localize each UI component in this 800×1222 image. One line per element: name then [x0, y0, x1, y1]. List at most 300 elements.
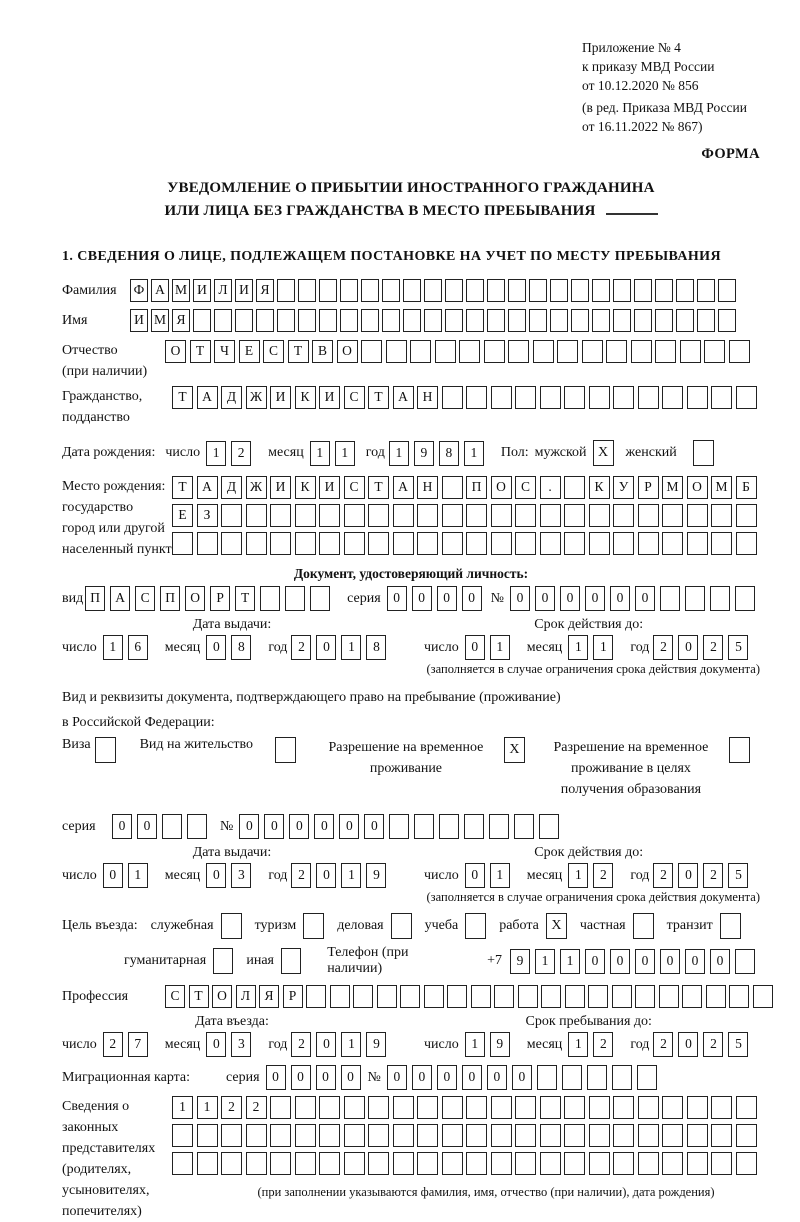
char-cell: Б — [736, 476, 757, 499]
char-cell — [368, 1152, 389, 1175]
char-cell — [410, 340, 431, 363]
char-cell: 1 — [568, 635, 588, 660]
char-cell: А — [197, 386, 218, 409]
header-line: от 10.12.2020 № 856 — [582, 78, 699, 93]
char-cell — [515, 532, 536, 555]
purpose-tourism-checkbox — [303, 913, 324, 939]
char-cell: М — [711, 476, 732, 499]
char-cell — [540, 504, 561, 527]
char-cell: 0 — [462, 586, 482, 611]
day-label: число — [62, 867, 97, 883]
char-cell: 1 — [490, 635, 510, 660]
phone-prefix: +7 — [487, 953, 502, 968]
char-cell: 0 — [610, 949, 630, 974]
char-cell: Д — [221, 386, 242, 409]
char-cell — [442, 476, 463, 499]
char-cell: Р — [283, 985, 303, 1008]
char-cell: 0 — [610, 586, 630, 611]
char-cell: 1 — [172, 1096, 193, 1119]
doc-number-cells — [510, 586, 760, 611]
char-cell: 1 — [103, 635, 123, 660]
day-label: число — [62, 1036, 97, 1052]
char-cell — [582, 340, 603, 363]
char-cell: 0 — [103, 863, 123, 888]
char-cell: 8 — [366, 635, 386, 660]
char-cell — [193, 309, 211, 332]
char-cell — [655, 279, 673, 302]
char-cell: И — [235, 279, 253, 302]
char-cell: И — [319, 476, 340, 499]
char-cell — [295, 1124, 316, 1147]
char-cell — [442, 504, 463, 527]
char-cell — [310, 586, 330, 611]
birth-place-cells-3 — [172, 532, 760, 555]
char-cell — [612, 1065, 632, 1090]
char-cell — [711, 504, 732, 527]
char-cell: П — [160, 586, 180, 611]
month-label: месяц — [164, 1036, 201, 1052]
char-cell — [417, 1152, 438, 1175]
month-label: месяц — [164, 867, 201, 883]
purpose-option-label: частная — [579, 918, 626, 933]
permit-option-temp: Разрешение на временное проживание X — [316, 737, 525, 779]
day-label: число — [165, 445, 201, 460]
entry-day — [103, 1032, 153, 1057]
char-cell — [270, 1096, 291, 1119]
char-cell — [466, 504, 487, 527]
char-cell — [295, 1152, 316, 1175]
permit-doc-row — [62, 814, 760, 839]
char-cell: 0 — [316, 635, 336, 660]
permit-valid-title: Срок действия до: — [534, 845, 644, 860]
doc-issue-title: Дата выдачи: — [192, 617, 272, 632]
char-cell — [680, 340, 701, 363]
permit-option-education: Разрешение на временное проживание в целях получения образования — [541, 737, 750, 800]
char-cell — [319, 279, 337, 302]
purpose-study-checkbox — [465, 913, 486, 939]
char-cell — [682, 985, 702, 1008]
char-cell — [631, 340, 652, 363]
char-cell — [340, 279, 358, 302]
migration-card-label: Миграционная карта: — [62, 1069, 191, 1085]
char-cell — [484, 340, 505, 363]
permit-issue-day — [103, 863, 153, 888]
permit-issue-year — [291, 863, 391, 888]
permit-issue-month — [206, 863, 256, 888]
char-cell: И — [319, 386, 340, 409]
char-cell — [260, 586, 280, 611]
citizenship-label: Гражданство, подданство — [62, 389, 143, 425]
char-cell — [515, 1124, 536, 1147]
char-cell — [697, 279, 715, 302]
char-cell — [295, 1096, 316, 1119]
char-cell: Л — [236, 985, 256, 1008]
char-cell: 0 — [635, 586, 655, 611]
char-cell: С — [165, 985, 185, 1008]
char-cell — [533, 340, 554, 363]
char-cell: С — [344, 476, 365, 499]
char-cell — [471, 985, 491, 1008]
validity-note: (заполняется в случае ограничения срока действия документа) — [426, 662, 760, 676]
char-cell — [662, 532, 683, 555]
char-cell: Т — [235, 586, 255, 611]
char-cell — [606, 340, 627, 363]
entry-month — [206, 1032, 256, 1057]
char-cell — [588, 985, 608, 1008]
char-cell — [736, 1124, 757, 1147]
char-cell — [221, 532, 242, 555]
purpose-option-label: туризм — [254, 918, 297, 933]
char-cell — [162, 814, 182, 839]
char-cell — [466, 279, 484, 302]
char-cell: И — [270, 386, 291, 409]
char-cell: 5 — [728, 635, 748, 660]
char-cell — [687, 504, 708, 527]
char-cell: 0 — [206, 863, 226, 888]
char-cell: Л — [214, 279, 232, 302]
char-cell — [676, 279, 694, 302]
char-cell: Т — [172, 476, 193, 499]
permit-series-cells — [112, 814, 212, 839]
surname-label: Фамилия — [62, 283, 117, 298]
char-cell: 0 — [206, 1032, 226, 1057]
char-cell — [718, 309, 736, 332]
doc-valid-day — [465, 635, 515, 660]
char-cell — [736, 504, 757, 527]
char-cell — [491, 532, 512, 555]
char-cell: 3 — [231, 863, 251, 888]
char-cell — [466, 309, 484, 332]
char-cell: О — [687, 476, 708, 499]
char-cell — [540, 532, 561, 555]
char-cell: А — [197, 476, 218, 499]
char-cell — [442, 532, 463, 555]
phone-cells — [510, 949, 760, 974]
char-cell — [491, 386, 512, 409]
birth-place-cells-2 — [172, 504, 760, 527]
char-cell — [589, 1096, 610, 1119]
char-cell: 0 — [206, 635, 226, 660]
series-label: серия — [226, 1069, 260, 1085]
char-cell: С — [135, 586, 155, 611]
purpose-transit-checkbox — [720, 913, 741, 939]
doc-kind-cells — [85, 586, 335, 611]
char-cell: 2 — [653, 1032, 673, 1057]
char-cell: Т — [368, 476, 389, 499]
char-cell — [508, 309, 526, 332]
doc-issue-year — [291, 635, 391, 660]
char-cell: 0 — [437, 1065, 457, 1090]
char-cell: 0 — [316, 1065, 336, 1090]
doc-dates-row — [62, 617, 760, 660]
char-cell — [529, 309, 547, 332]
char-cell — [393, 1124, 414, 1147]
number-label: № — [490, 590, 504, 606]
female-label: женский — [625, 445, 677, 460]
char-cell — [424, 309, 442, 332]
purpose-commercial-checkbox — [391, 913, 412, 939]
legal-reps-row — [62, 1096, 760, 1222]
char-cell — [393, 532, 414, 555]
char-cell — [514, 814, 534, 839]
permit-number-cells — [239, 814, 564, 839]
char-cell — [197, 1124, 218, 1147]
birth-place-row — [62, 476, 760, 560]
char-cell — [637, 1065, 657, 1090]
char-cell: Ч — [214, 340, 235, 363]
char-cell — [187, 814, 207, 839]
char-cell — [344, 1096, 365, 1119]
char-cell — [319, 1124, 340, 1147]
char-cell — [550, 309, 568, 332]
char-cell — [197, 532, 218, 555]
char-cell — [613, 1152, 634, 1175]
char-cell — [172, 1152, 193, 1175]
char-cell: 1 — [197, 1096, 218, 1119]
char-cell: 0 — [560, 586, 580, 611]
char-cell: 9 — [414, 441, 434, 466]
char-cell: 2 — [291, 635, 311, 660]
patronymic-cells — [165, 340, 753, 363]
char-cell — [424, 279, 442, 302]
purpose-option-label: служебная — [150, 918, 214, 933]
char-cell — [564, 1124, 585, 1147]
char-cell — [270, 504, 291, 527]
char-cell — [711, 1096, 732, 1119]
char-cell — [687, 1152, 708, 1175]
char-cell: Т — [190, 340, 211, 363]
char-cell — [353, 985, 373, 1008]
female-checkbox — [693, 440, 714, 466]
name-label: Имя — [62, 313, 88, 328]
char-cell — [319, 1096, 340, 1119]
char-cell — [564, 1096, 585, 1119]
char-cell — [221, 504, 242, 527]
char-cell: 8 — [231, 635, 251, 660]
form-title — [62, 177, 760, 223]
char-cell: 1 — [568, 1032, 588, 1057]
char-cell: С — [515, 476, 536, 499]
education-permit-checkbox — [729, 737, 750, 763]
purpose-work-checkbox: X — [546, 913, 567, 939]
char-cell — [221, 1152, 242, 1175]
char-cell — [564, 1152, 585, 1175]
purpose-option-label: работа — [499, 918, 539, 933]
name-row — [62, 309, 760, 332]
char-cell: 1 — [593, 635, 613, 660]
permit-dates-row — [62, 845, 760, 888]
permit-intro: Вид и реквизиты документа, подтверждающего право на пребывание (проживание) в Российской Федерации: — [62, 690, 561, 730]
char-cell — [589, 386, 610, 409]
char-cell: 0 — [685, 949, 705, 974]
doc-issue-day — [103, 635, 153, 660]
char-cell — [529, 279, 547, 302]
form-title-line2: ИЛИ ЛИЦА БЕЗ ГРАЖДАНСТВА В МЕСТО ПРЕБЫВАНИЯ — [164, 203, 596, 219]
char-cell: 0 — [635, 949, 655, 974]
citizenship-cells — [172, 386, 760, 409]
char-cell — [587, 1065, 607, 1090]
migration-series-cells — [266, 1065, 366, 1090]
header-line: к приказу МВД России — [582, 59, 715, 74]
char-cell: 3 — [231, 1032, 251, 1057]
char-cell — [515, 1096, 536, 1119]
permit-option-residence: Вид на жительство — [140, 737, 296, 763]
char-cell — [557, 340, 578, 363]
char-cell — [393, 1152, 414, 1175]
char-cell: О — [337, 340, 358, 363]
char-cell: 0 — [487, 1065, 507, 1090]
char-cell — [638, 504, 659, 527]
char-cell: Е — [239, 340, 260, 363]
char-cell — [319, 1152, 340, 1175]
legal-reps-cells-3 — [172, 1152, 760, 1175]
char-cell: Я — [259, 985, 279, 1008]
char-cell: Р — [638, 476, 659, 499]
char-cell — [270, 532, 291, 555]
char-cell — [711, 1152, 732, 1175]
char-cell: К — [295, 386, 316, 409]
char-cell: 0 — [510, 586, 530, 611]
char-cell: К — [589, 476, 610, 499]
month-label: месяц — [526, 1036, 563, 1052]
char-cell — [487, 279, 505, 302]
char-cell — [660, 586, 680, 611]
char-cell — [368, 1096, 389, 1119]
char-cell: 0 — [535, 586, 555, 611]
char-cell: Т — [368, 386, 389, 409]
char-cell: Т — [172, 386, 193, 409]
char-cell: 1 — [206, 441, 226, 466]
char-cell — [400, 985, 420, 1008]
purpose-option-label: деловая — [337, 918, 384, 933]
char-cell — [344, 1124, 365, 1147]
char-cell — [638, 386, 659, 409]
char-cell — [221, 1124, 242, 1147]
char-cell: 2 — [703, 863, 723, 888]
char-cell: 0 — [412, 1065, 432, 1090]
char-cell — [494, 985, 514, 1008]
char-cell: С — [263, 340, 284, 363]
char-cell: О — [491, 476, 512, 499]
char-cell: 9 — [366, 863, 386, 888]
char-cell: Я — [256, 279, 274, 302]
year-label: год — [268, 1036, 288, 1052]
char-cell — [662, 1096, 683, 1119]
char-cell — [344, 1152, 365, 1175]
char-cell — [537, 1065, 557, 1090]
char-cell — [319, 309, 337, 332]
header-line: от 16.11.2022 № 867) — [582, 119, 703, 134]
char-cell: Ф — [130, 279, 148, 302]
char-cell — [735, 586, 755, 611]
char-cell — [246, 532, 267, 555]
char-cell: 1 — [341, 635, 361, 660]
purpose-option-label: гуманитарная — [124, 953, 207, 968]
char-cell — [491, 504, 512, 527]
char-cell — [508, 340, 529, 363]
char-cell — [393, 1096, 414, 1119]
char-cell — [295, 504, 316, 527]
char-cell: 0 — [316, 863, 336, 888]
entry-date-title: Дата въезда: — [195, 1014, 269, 1029]
permit-type-row — [62, 737, 760, 800]
header-revision — [582, 98, 760, 136]
char-cell — [330, 985, 350, 1008]
char-cell — [442, 1152, 463, 1175]
char-cell — [298, 279, 316, 302]
char-cell — [435, 340, 456, 363]
char-cell — [540, 1124, 561, 1147]
profession-cells — [165, 985, 776, 1008]
char-cell — [382, 279, 400, 302]
char-cell: Р — [210, 586, 230, 611]
char-cell: П — [466, 476, 487, 499]
char-cell: 0 — [512, 1065, 532, 1090]
number-label: № — [220, 818, 234, 834]
char-cell — [445, 279, 463, 302]
char-cell: М — [662, 476, 683, 499]
char-cell — [685, 586, 705, 611]
char-cell — [377, 985, 397, 1008]
char-cell — [403, 279, 421, 302]
char-cell — [464, 814, 484, 839]
year-label: год — [630, 639, 650, 655]
char-cell: У — [613, 476, 634, 499]
char-cell — [735, 949, 755, 974]
char-cell — [589, 532, 610, 555]
permit-option-visa: Виза — [62, 737, 116, 763]
char-cell — [613, 1124, 634, 1147]
char-cell — [442, 386, 463, 409]
char-cell — [638, 1152, 659, 1175]
char-cell: 0 — [341, 1065, 361, 1090]
profession-label: Профессия — [62, 989, 129, 1004]
char-cell — [638, 1124, 659, 1147]
char-cell — [613, 532, 634, 555]
char-cell — [562, 1065, 582, 1090]
char-cell — [736, 1152, 757, 1175]
char-cell: 1 — [128, 863, 148, 888]
legal-reps-cells-1 — [172, 1096, 760, 1119]
stay-until-title: Срок пребывания до: — [525, 1014, 652, 1029]
purpose-label: Цель въезда: — [62, 918, 138, 933]
entry-year — [291, 1032, 391, 1057]
char-cell: 1 — [464, 441, 484, 466]
char-cell — [361, 340, 382, 363]
char-cell — [589, 1152, 610, 1175]
char-cell — [442, 1124, 463, 1147]
char-cell — [459, 340, 480, 363]
char-cell — [487, 309, 505, 332]
char-cell — [445, 309, 463, 332]
char-cell: П — [85, 586, 105, 611]
char-cell: 1 — [341, 1032, 361, 1057]
char-cell — [655, 340, 676, 363]
char-cell — [403, 309, 421, 332]
purpose-option-label: транзит — [666, 918, 713, 933]
char-cell — [589, 1124, 610, 1147]
char-cell — [417, 532, 438, 555]
char-cell: 2 — [593, 1032, 613, 1057]
char-cell: 8 — [439, 441, 459, 466]
char-cell — [197, 1152, 218, 1175]
permit-issue-title: Дата выдачи: — [192, 845, 272, 860]
char-cell — [662, 1124, 683, 1147]
char-cell — [613, 386, 634, 409]
char-cell — [571, 309, 589, 332]
char-cell: Ж — [246, 386, 267, 409]
number-label: № — [367, 1069, 381, 1085]
